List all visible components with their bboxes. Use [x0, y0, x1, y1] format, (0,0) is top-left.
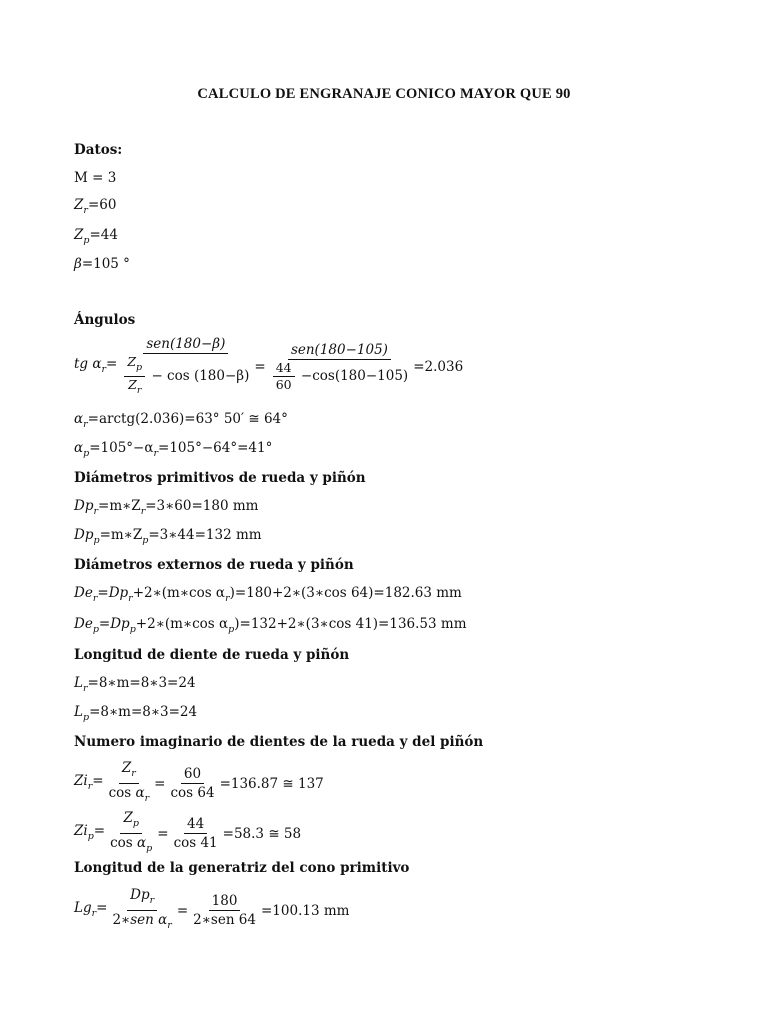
der-formula: $De_r=Dp_r+2∗(m∗\cos$ $\alpha_r)=180+2∗(3∗\cos$ 64)=182.63 mm	[74, 585, 462, 604]
page-title: CALCULO DE ENGRANAJE CONICO MAYOR QUE 90	[197, 86, 571, 102]
beta-value: β=105 °	[74, 256, 130, 272]
numero-imaginario-heading: Numero imaginario de dientes de la rueda y del piñón	[74, 734, 484, 750]
diametros-primitivos-heading: Diámetros primitivos de rueda y piñón	[74, 470, 366, 486]
dep-formula: $De_p=Dp_p+2∗(m∗\cos$ $\alpha_p)=132+2∗(3∗\cos$ 41)=136.53 mm	[74, 616, 467, 635]
tg-alpha-formula: tg $\alpha_r=$ sen(180−β) $\frac{Z_p}{Z_r}$ − cos (180−β) = sen(180−105) $\frac{44}{60}$ −cos(180−105) =2.036	[74, 336, 464, 396]
dpr-formula: $Dp_r=m∗Z_r=3∗60=180$ mm	[74, 498, 259, 517]
zir-formula: $Zi_r=$ $\frac{Z_r}{\cos \alpha_r}$ = $\frac{60}{\cos 64}$ =136.87 ≅ 137	[74, 760, 324, 804]
diametros-externos-heading: Diámetros externos de rueda y piñón	[74, 557, 354, 573]
zr-value: $Z_r=60$	[74, 197, 117, 216]
zp-value: $Z_p=44$	[74, 227, 118, 246]
alpha-r-formula: $\alpha_r=arctg(2.036)=63^\circ$ 50′ ≅ 64°	[74, 411, 288, 430]
lr-formula: $L_r=8∗m=8∗3=24$	[74, 675, 196, 694]
lp-formula: $L_p=8∗m=8∗3=24$	[74, 704, 198, 723]
dpp-formula: $Dp_p=m∗Z_p=3∗44=132$ mm	[74, 527, 262, 546]
alpha-p-formula: $\alpha_p=105^\circ-\alpha_r=105^\circ-64^\circ=41^\circ$	[74, 440, 273, 459]
zip-formula: $Zi_p=$ $\frac{Z_p}{\cos \alpha_p}$ = $\frac{44}{\cos 41}$ =58.3 ≅ 58	[74, 810, 302, 854]
lgr-formula: $Lg_r=$ $\frac{Dp_r}{2∗sen \alpha_r}$ = $\frac{180}{\text{2∗sen 64}}$ =100.13 mm	[74, 887, 350, 931]
datos-heading: Datos:	[74, 142, 123, 158]
generatriz-heading: Longitud de la generatriz del cono primitivo	[74, 860, 410, 876]
angulos-heading: Ángulos	[74, 312, 136, 328]
module-value: M = 3	[74, 170, 117, 186]
longitud-diente-heading: Longitud de diente de rueda y piñón	[74, 647, 350, 663]
